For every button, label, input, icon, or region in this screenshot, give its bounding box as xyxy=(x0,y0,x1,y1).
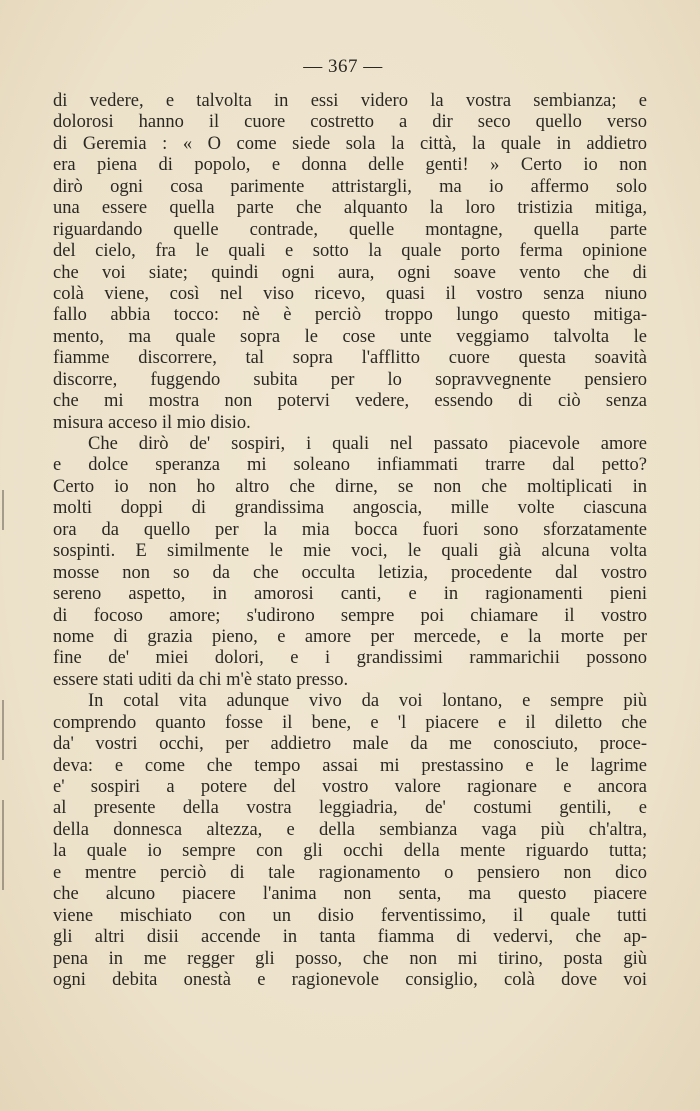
text-line: e' sospiri a potere del vostro valore ragionare e ancora xyxy=(53,777,647,797)
text-line: della donnesca altezza, e della sembianza vaga più ch'altra, xyxy=(53,819,647,840)
text-line: discorre, fuggendo subita per lo sopravvegnente pensiero xyxy=(53,369,647,390)
text-line: del cielo, fra le quali e sotto la quale porto ferma opinione xyxy=(53,241,647,262)
scan-margin-mark xyxy=(2,800,4,890)
text-line: Che dirò de' sospiri, i quali nel passato piacevole amore xyxy=(88,434,647,454)
text-line: la quale io sempre con gli occhi della mente riguardo tutta; xyxy=(53,841,647,862)
text-line: fine de' miei dolori, e i grandissimi rammarichii possono xyxy=(53,648,647,669)
scan-margin-mark xyxy=(2,700,4,760)
text-line: al presente della vostra leggiadria, de' costumi gentili, e xyxy=(53,798,647,819)
text-line: comprendo quanto fosse il bene, e 'l piacere e il diletto che xyxy=(53,712,647,733)
text-line: e mentre perciò di tale ragionamento o pensiero non dico xyxy=(53,862,647,883)
text-line: mento, ma quale sopra le cose unte veggiamo talvolta le xyxy=(53,326,647,347)
text-line: ogni debita onestà e ragionevole consiglio, colà dove voi xyxy=(53,969,647,990)
text-line: che mi mostra non potervi vedere, essendo di ciò senza xyxy=(53,391,647,412)
text-line: che voi siate; quindi ogni aura, ogni soave vento che di xyxy=(53,262,647,283)
text-line: fallo abbia tocco: nè è perciò troppo lungo questo mitiga- xyxy=(53,305,647,326)
text-line: fiamme discorrere, tal sopra l'afflitto cuore questa soavità xyxy=(53,348,647,369)
text-line: sereno aspetto, in amorosi canti, e in ragionamenti pieni xyxy=(53,584,647,605)
text-line: colà viene, così nel viso ricevo, quasi il vostro senza niuno xyxy=(53,283,647,304)
paragraph xyxy=(53,691,647,991)
text-line: ora da quello per la mia bocca fuori sono sforzatamente xyxy=(53,519,647,540)
text-line: di Geremia : « O come siede sola la città, la quale in addietro xyxy=(53,133,647,154)
text-line: misura acceso il mio disio. xyxy=(53,412,251,433)
text-line: una essere quella parte che alquanto la loro tristizia mitiga, xyxy=(53,198,647,219)
scan-margin-mark xyxy=(2,490,4,530)
body-text xyxy=(53,91,647,991)
text-line: In cotal vita adunque vivo da voi lontano, e sempre più xyxy=(88,691,647,712)
text-line: dolorosi hanno il cuore costretto a dir seco quello verso xyxy=(53,112,647,133)
text-line: che alcuno piacere l'anima non senta, ma questo piacere xyxy=(53,884,647,905)
text-line: sospinti. E similmente le mie voci, le quali già alcuna volta xyxy=(53,541,647,562)
text-line: viene mischiato con un disio ferventissimo, il quale tutti xyxy=(53,905,647,926)
text-line: mosse non so da che occulta letizia, procedente dal vostro xyxy=(53,562,647,583)
paragraph xyxy=(53,91,647,434)
page-number: — 367 — xyxy=(303,56,383,77)
text-line: riguardando quelle contrade, quelle montagne, quella parte xyxy=(53,219,647,240)
paragraph xyxy=(53,434,647,691)
text-line: nome di grazia pieno, e amore per mercede, e la morte per xyxy=(53,626,647,647)
text-line: pena in me regger gli posso, che non mi tirino, posta giù xyxy=(53,948,647,969)
text-line: era piena di popolo, e donna delle genti! » Certo io non xyxy=(53,155,647,176)
text-line: Certo io non ho altro che dirne, se non che moltiplicati in xyxy=(53,476,647,497)
text-line: molti doppi di grandissima angoscia, mille volte ciascuna xyxy=(53,498,647,519)
text-line: gli altri disii accende in tanta fiamma di vedervi, che ap- xyxy=(53,927,647,948)
text-line: dirò ogni cosa parimente attristargli, ma io affermo solo xyxy=(53,176,647,197)
text-line: essere stati uditi da chi m'è stato presso. xyxy=(53,669,349,690)
text-line: di focoso amore; s'udirono sempre poi chiamare il vostro xyxy=(53,605,647,626)
text-line: di vedere, e talvolta in essi videro la vostra sembianza; e xyxy=(53,91,647,111)
text-line: e dolce speranza mi soleano infiammati trarre dal petto? xyxy=(53,455,647,476)
text-line: da' vostri occhi, per addietro male da me conosciuto, proce- xyxy=(53,734,647,755)
text-line: deva: e come che tempo assai mi prestassino e le lagrime xyxy=(53,755,647,776)
